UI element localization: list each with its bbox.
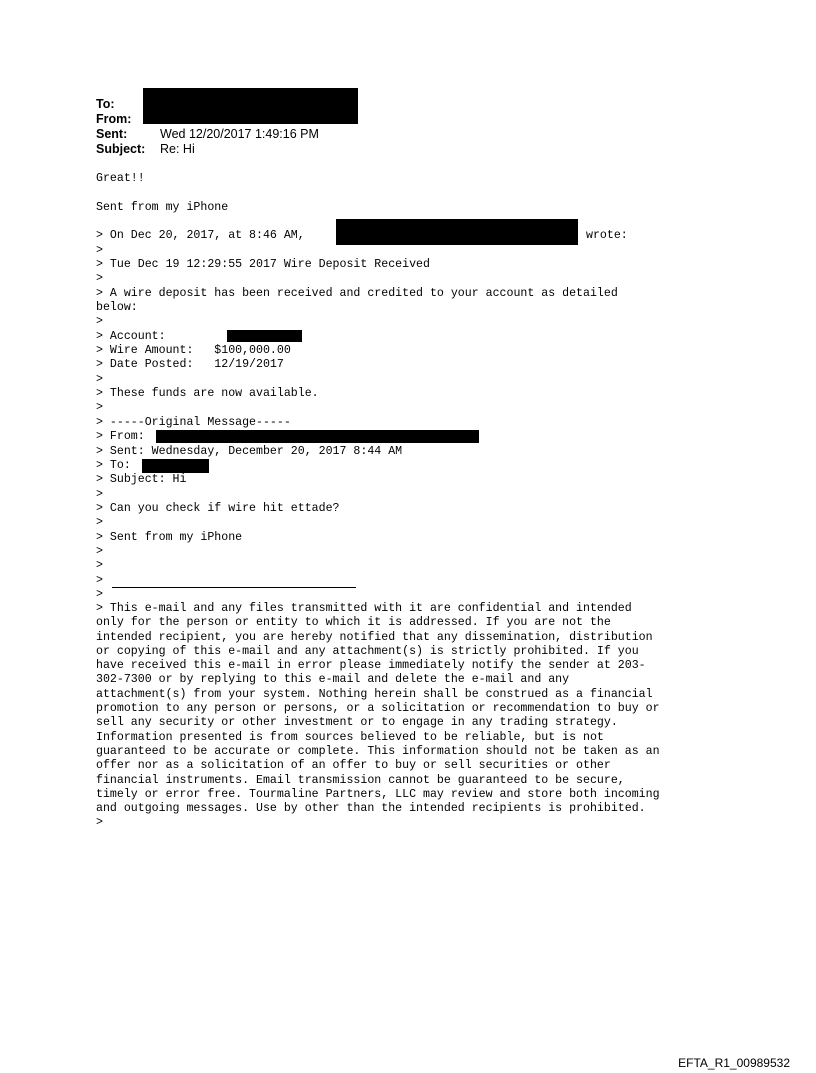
quote-rule-line: >: [96, 574, 103, 587]
to-label: To:: [96, 97, 115, 111]
quote-wire-date: > Tue Dec 19 12:29:55 2017 Wire Deposit Received: [96, 258, 430, 271]
sent-value: Wed 12/20/2017 1:49:16 PM: [160, 127, 319, 141]
redaction-orig-from: [156, 430, 479, 443]
quote-sent-iphone: > Sent from my iPhone: [96, 531, 243, 544]
quote-blank-3: >: [96, 315, 103, 328]
quote-subject: > Subject: Hi: [96, 473, 187, 486]
quote-wire-amount: > Wire Amount: $100,000.00: [96, 344, 291, 357]
subject-label: Subject:: [96, 142, 146, 156]
redaction-orig-to: [142, 459, 209, 473]
quote-funds: > These funds are now available.: [96, 387, 319, 400]
quote-check-wire: > Can you check if wire hit ettade?: [96, 502, 340, 515]
quote-intro-pre: > On Dec 20, 2017, at 8:46 AM,: [96, 229, 305, 242]
redaction-account: [227, 330, 302, 342]
from-label: From:: [96, 112, 132, 126]
quote-sent: > Sent: Wednesday, December 20, 2017 8:44 AM: [96, 445, 403, 458]
subject-value: Re: Hi: [160, 142, 195, 156]
quote-blank-7: >: [96, 516, 103, 529]
quote-blank-2: >: [96, 272, 103, 285]
bates-number: EFTA_R1_00989532: [678, 1056, 790, 1070]
quote-notice-2: below:: [96, 301, 138, 314]
quote-original-message: > -----Original Message-----: [96, 416, 291, 429]
sent-label: Sent:: [96, 127, 128, 141]
quote-blank-10: >: [96, 588, 103, 601]
quote-notice-1: > A wire deposit has been received and credited to your account as detailed: [96, 287, 618, 300]
quote-blank-4: >: [96, 373, 103, 386]
body-line-great: Great!!: [96, 172, 145, 185]
quote-blank-6: >: [96, 488, 103, 501]
quote-from: > From:: [96, 430, 145, 443]
redaction-sender: [336, 219, 578, 245]
quote-intro-wrote: wrote:: [586, 229, 628, 242]
quote-to: > To:: [96, 459, 131, 472]
sent-row: [96, 127, 319, 142]
confidentiality-disclaimer: > This e-mail and any files transmitted with it are confidential and intended only for the person or entity to which it is addressed. If you are not the intended recipient, you are hereby notified that any dissemination, distribution or copying of this e-mail and any attachment(s) is strictly prohibited. If you have received this e-mail in error please immediately notify the sender at 203- 302-7300 or by replying to this e-mail and delete the e-mail and any attachment(s) from your system. Nothing herein shall be construed as a financial promotion to any person or persons, or a solicitation or recommendation to buy or sell any security or other investment or to engage in any trading strategy. Information presented is from sources believed to be reliable, but is not guaranteed to be accurate or complete. This information should not be taken as an offer nor as a solicitation of an offer to buy or sell securities or other financial instruments. Email transmission cannot be guaranteed to be secure, timely or error free. Tourmaline Partners, LLC may review and store both incoming and outgoing messages. Use by other than the intended recipients is prohibited. >: [96, 602, 660, 830]
quote-account: > Account:: [96, 330, 166, 343]
redaction-to-from: [143, 88, 358, 124]
quote-blank-5: >: [96, 401, 103, 414]
quote-blank-9: >: [96, 559, 103, 572]
subject-row: [96, 142, 195, 157]
body-line-sent-iphone: Sent from my iPhone: [96, 201, 229, 214]
quote-date-posted: > Date Posted: 12/19/2017: [96, 358, 284, 371]
quote-blank-8: >: [96, 545, 103, 558]
quote-blank-1: >: [96, 244, 103, 257]
